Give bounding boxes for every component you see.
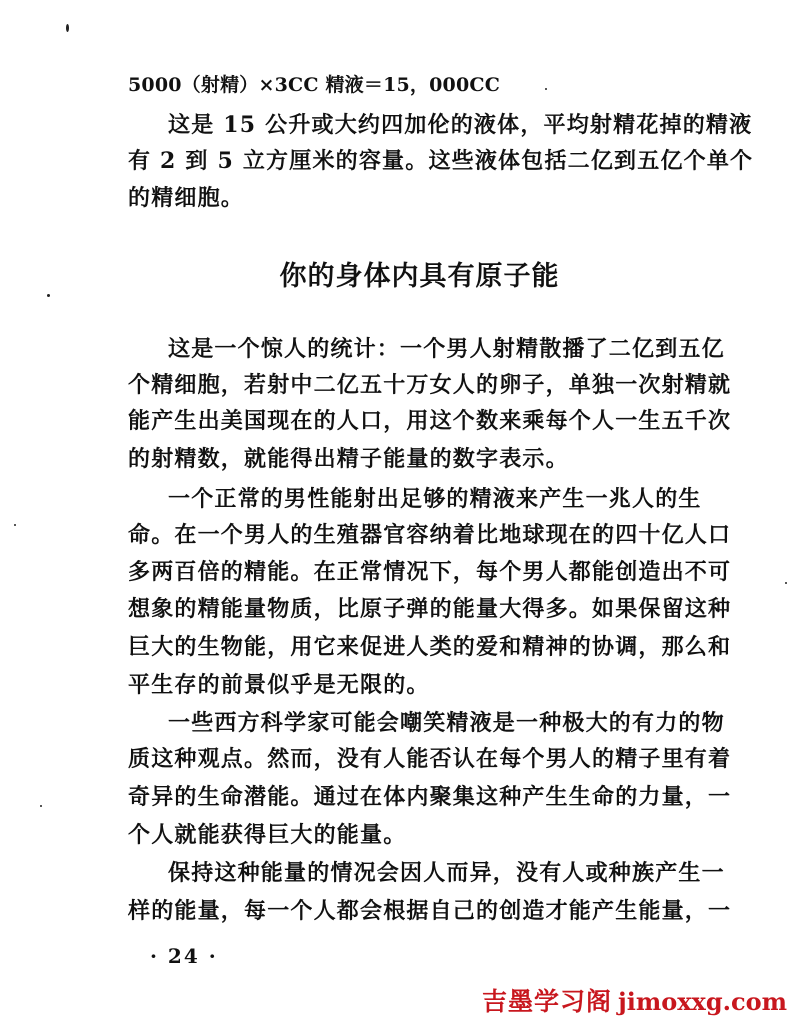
text-line: 命。在一个男人的生殖器官容纳着比地球现在的四十亿人口 — [128, 522, 732, 548]
text-line: 的精细胞。 — [128, 185, 245, 211]
text-line: 保持这种能量的情况会因人而异，没有人或种族产生一 — [168, 860, 725, 886]
text-line: 这是 15 公升或大约四加伦的液体，平均射精花掉的精液 — [168, 112, 753, 138]
text-line: 一些西方科学家可能会嘲笑精液是一种极大的有力的物 — [168, 710, 725, 736]
watermark-logo — [482, 982, 787, 1018]
text-line: 这是一个惊人的统计：一个男人射精散播了二亿到五亿 — [168, 336, 725, 362]
text-line: 的射精数，就能得出精子能量的数字表示。 — [128, 446, 569, 472]
scan-speck — [47, 294, 50, 297]
text-line: 巨大的生物能，用它来促进人类的爱和精神的协调，那么和 — [128, 634, 732, 660]
text-line: 一个正常的男性能射出足够的精液来产生一兆人的生 — [168, 486, 702, 512]
scan-speck — [785, 582, 787, 584]
text-line: 有 2 到 5 立方厘米的容量。这些液体包括二亿到五亿个单个 — [128, 148, 754, 174]
page-number: · 24 · — [150, 944, 218, 968]
text-line: 个人就能获得巨大的能量。 — [128, 822, 407, 848]
text-line: 想象的精能量物质，比原子弹的能量大得多。如果保留这种 — [128, 596, 732, 622]
watermark-domain: jimoxxg.com — [618, 987, 787, 1016]
text-line: 样的能量，每一个人都会根据自己的创造才能产生能量，一 — [128, 898, 732, 924]
text-line: 质这种观点。然而，没有人能否认在每个男人的精子里有着 — [128, 746, 732, 772]
text-line: 平生存的前景似乎是无限的。 — [128, 672, 430, 698]
scan-speck — [545, 88, 547, 90]
section-heading: 你的身体内具有原子能 — [279, 261, 560, 292]
text-line: 能产生出美国现在的人口，用这个数来乘每个人一生五千次 — [128, 408, 732, 434]
scan-speck — [40, 805, 42, 807]
text-line: 奇异的生命潜能。通过在体内聚集这种产生生命的力量，一 — [128, 784, 732, 810]
scan-speck — [14, 524, 16, 526]
text-line: 多两百倍的精能。在正常情况下，每个男人都能创造出不可 — [128, 559, 732, 585]
scan-speck — [66, 24, 69, 32]
watermark-chinese: 吉墨学习阁 — [482, 987, 613, 1016]
formula-line: 5000（射精）×3CC 精液＝15，000CC — [128, 74, 501, 96]
text-line: 个精细胞，若射中二亿五十万女人的卵子，单独一次射精就 — [128, 372, 732, 398]
